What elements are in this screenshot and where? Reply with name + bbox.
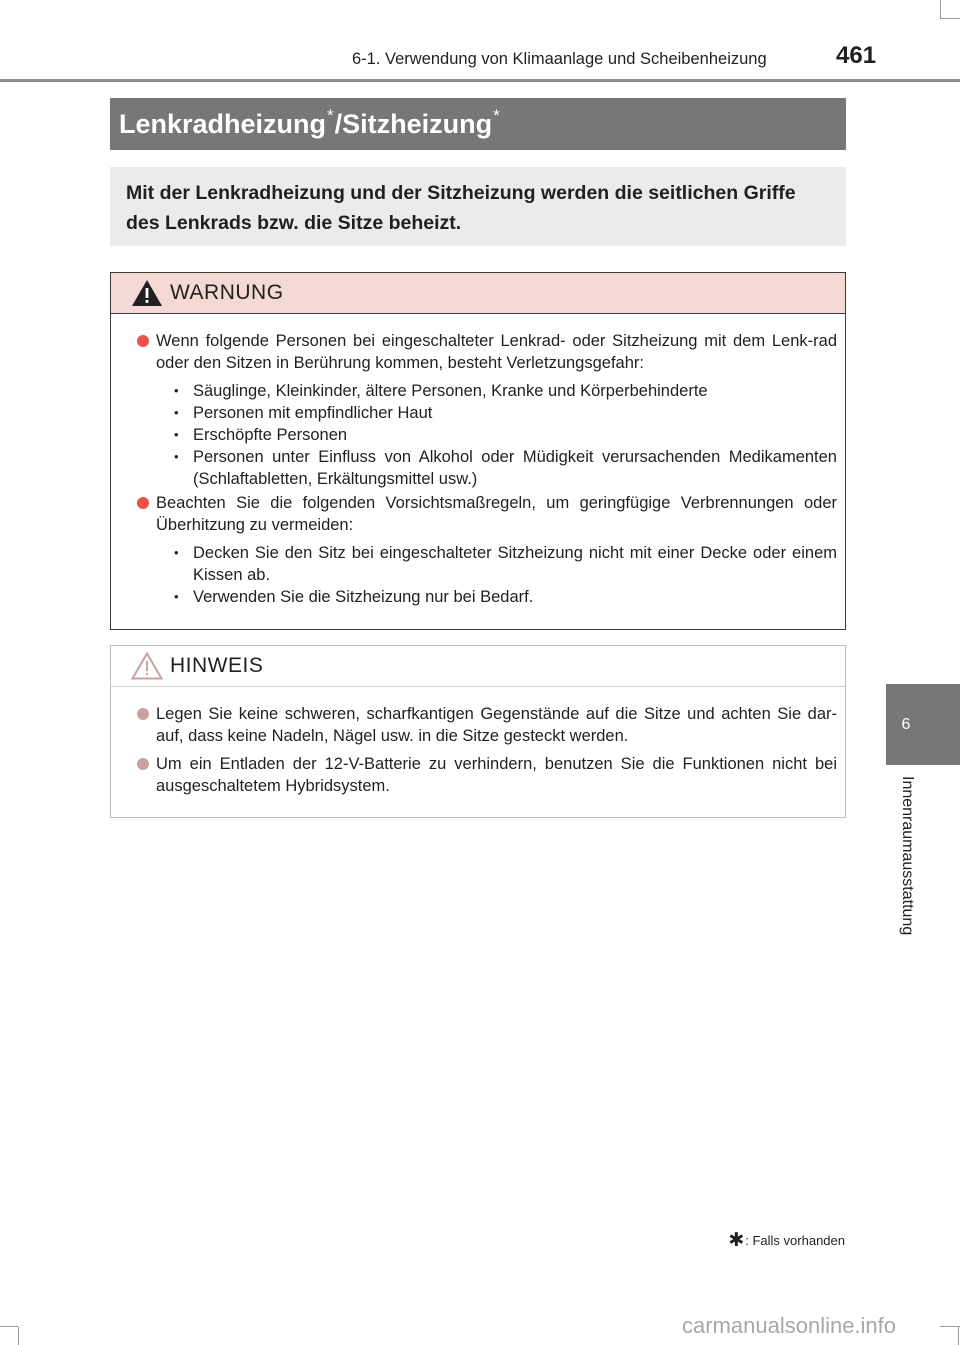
title-separator: / <box>334 109 343 139</box>
footnote <box>728 1229 845 1252</box>
crop-mark <box>958 1326 959 1345</box>
intro-text: Mit der Lenkradheizung und der Sitzheizung werden die seitlichen Griffe des Lenkrads bzw. die Sitze beheizt. <box>110 167 846 246</box>
chapter-number: 6 <box>901 715 911 733</box>
warning-item <box>137 492 837 608</box>
crop-mark <box>940 1326 960 1327</box>
watermark: carmanualsonline.info <box>682 1313 897 1338</box>
warning-box <box>110 272 846 630</box>
chapter-label: Innenraumausstattung <box>899 776 916 936</box>
section-title <box>110 98 846 150</box>
notice-header <box>111 646 845 687</box>
optional-mark: * <box>493 106 500 125</box>
notice-item-text: Legen Sie keine schweren, scharfkantigen Gegenstände auf die Sitze und achten Sie dar-auf, dass keine Nadeln, Nägel usw. in die Sitze gesteckt werden. <box>156 705 837 745</box>
bullet-dot <box>137 708 149 720</box>
notice-item <box>137 753 837 797</box>
bullet-dot <box>137 335 149 347</box>
title-part-2: Sitzheizung <box>342 109 493 139</box>
running-header: 6-1. Verwendung von Klimaanlage und Scheibenheizung <box>352 50 767 68</box>
asterisk-icon: ✱ <box>728 1230 745 1251</box>
page-number: 461 <box>836 42 877 69</box>
list-item: • Decken Sie den Sitz bei eingeschalteter Sitzheizung nicht mit einer Decke oder einem Kissen ab. <box>156 542 837 586</box>
crop-mark <box>940 0 941 18</box>
notice-body <box>111 687 845 797</box>
warning-item-text: Wenn folgende Personen bei eingeschalteter Lenkrad- oder Sitzheizung mit dem Lenk-rad oder den Sitzen in Berührung kommen, besteht Verletzungsgefahr: <box>156 332 837 372</box>
chapter-tab <box>886 684 960 765</box>
title-part-1: Lenkradheizung <box>119 109 327 139</box>
bullet-dot <box>137 497 149 509</box>
list-item: • Erschöpfte Personen <box>156 424 837 446</box>
warning-sublist <box>156 542 837 608</box>
list-item: • Verwenden Sie die Sitzheizung nur bei Bedarf. <box>156 586 837 608</box>
notice-item <box>137 703 837 747</box>
crop-mark <box>18 1327 19 1345</box>
warning-header <box>111 273 845 314</box>
list-item: • Personen unter Einfluss von Alkohol oder Müdigkeit verursachenden Medikamenten (Schlaftabletten, Erkältungsmittel usw.) <box>156 446 837 490</box>
warning-triangle-icon <box>130 278 164 308</box>
footnote-text: : Falls vorhanden <box>745 1233 845 1248</box>
list-item: • Säuglinge, Kleinkinder, ältere Personen, Kranke und Körperbehinderte <box>156 380 837 402</box>
optional-mark: * <box>327 106 334 125</box>
warning-item-text: Beachten Sie die folgenden Vorsichtsmaßregeln, um geringfügige Verbrennungen oder Überhitzung zu vermeiden: <box>156 494 837 534</box>
warning-item <box>137 330 837 490</box>
header-rule <box>0 79 960 82</box>
list-item: • Personen mit empfindlicher Haut <box>156 402 837 424</box>
bullet-dot <box>137 758 149 770</box>
crop-mark <box>0 1326 18 1327</box>
warning-heading: WARNUNG <box>170 281 284 304</box>
notice-box <box>110 645 846 818</box>
notice-item-text: Um ein Entladen der 12-V-Batterie zu verhindern, benutzen Sie die Funktionen nicht bei ausgeschaltetem Hybridsystem. <box>156 755 837 795</box>
warning-body <box>111 314 845 608</box>
notice-heading: HINWEIS <box>170 654 264 677</box>
crop-mark <box>940 18 960 19</box>
notice-triangle-icon <box>130 651 164 681</box>
warning-sublist <box>156 380 837 490</box>
